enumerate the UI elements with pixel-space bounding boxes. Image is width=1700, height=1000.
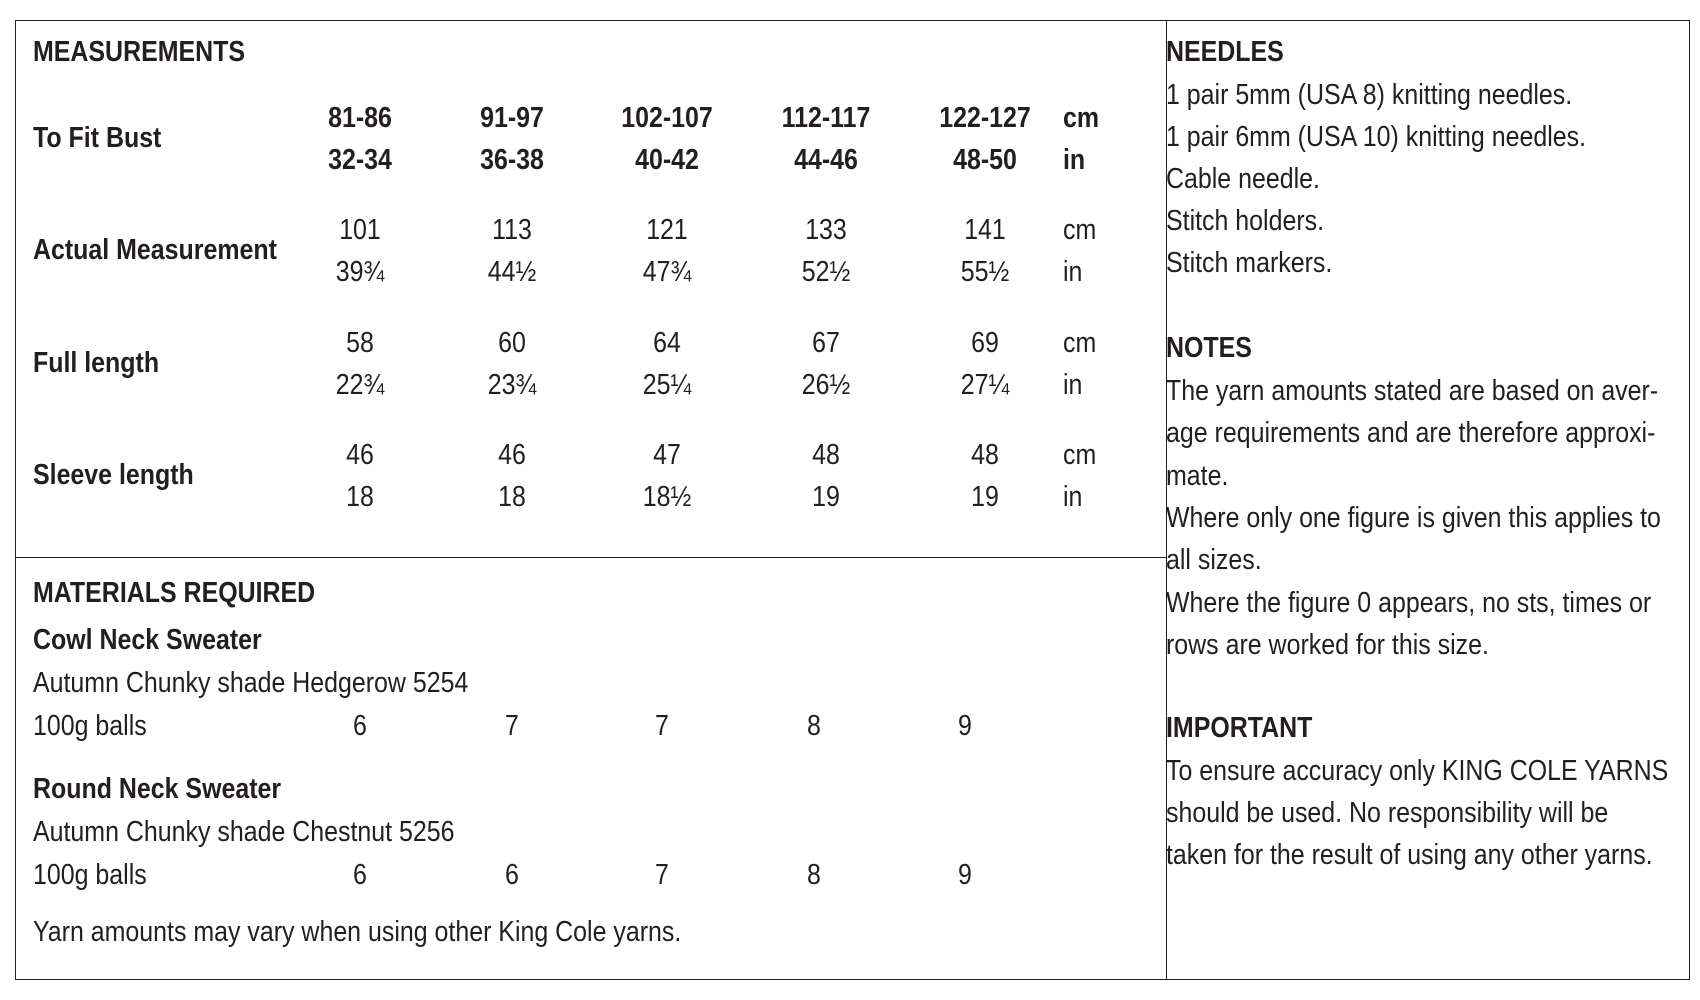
- size-in-value: 40-42: [635, 144, 699, 176]
- notes-heading: NOTES: [1166, 332, 1252, 364]
- size-cm-value: 121: [646, 214, 688, 246]
- notes-line: age requirements and are therefore approxi-: [1166, 417, 1656, 450]
- size-in-value: 32-34: [328, 144, 392, 176]
- yarn-description: Autumn Chunky shade Chestnut 5256: [33, 816, 455, 848]
- notes-line: all sizes.: [1166, 544, 1262, 577]
- balls-label: 100g balls: [33, 710, 147, 742]
- balls-label: 100g balls: [33, 859, 147, 891]
- size-in-value: 52½: [801, 256, 851, 288]
- important-line: should be used. No responsibility will be: [1166, 797, 1609, 829]
- size-in-value: 36-38: [480, 144, 544, 176]
- size-cm-value: 133: [805, 214, 847, 246]
- size-in-value: 47¾: [642, 256, 692, 288]
- needles-line: Cable needle.: [1166, 163, 1320, 195]
- size-cm-value: 47: [653, 439, 681, 471]
- size-cm-value: 46: [498, 439, 526, 471]
- size-in-value: 44-46: [794, 144, 858, 176]
- ball-count: 8: [807, 710, 821, 742]
- row-label: Full length: [33, 347, 160, 379]
- row-label: Actual Measurement: [33, 234, 277, 266]
- notes-line: rows are worked for this size.: [1166, 628, 1489, 661]
- important-heading: IMPORTANT: [1166, 712, 1313, 744]
- size-in-value: 19: [812, 481, 840, 513]
- ball-count: 9: [958, 710, 972, 742]
- unit-cm-label: cm: [1063, 214, 1097, 246]
- ball-count: 7: [655, 710, 669, 742]
- ball-count: 7: [505, 710, 519, 742]
- unit-cm-label: cm: [1063, 327, 1097, 359]
- sweater-title: Cowl Neck Sweater: [33, 624, 262, 656]
- size-in-value: 19: [971, 481, 999, 513]
- ball-count: 7: [655, 859, 669, 891]
- size-cm-value: 46: [346, 439, 374, 471]
- unit-in-label: in: [1063, 481, 1083, 513]
- needles-line: 1 pair 5mm (USA 8) knitting needles.: [1166, 79, 1573, 111]
- size-cm-value: 112-117: [781, 102, 871, 134]
- important-line: To ensure accuracy only KING COLE YARNS: [1166, 755, 1669, 787]
- size-cm-value: 48: [812, 439, 840, 471]
- size-in-value: 26½: [801, 369, 851, 401]
- unit-in-label: in: [1063, 256, 1083, 288]
- size-in-value: 23¾: [487, 369, 537, 401]
- size-in-value: 44½: [487, 256, 537, 288]
- ball-count: 9: [958, 859, 972, 891]
- ball-count: 6: [353, 859, 367, 891]
- size-in-value: 48-50: [953, 144, 1017, 176]
- size-in-value: 39¾: [335, 256, 385, 288]
- unit-in-label: in: [1063, 369, 1083, 401]
- ball-count: 6: [353, 710, 367, 742]
- size-cm-value: 64: [653, 327, 681, 359]
- size-in-value: 18: [346, 481, 374, 513]
- yarn-description: Autumn Chunky shade Hedgerow 5254: [33, 667, 469, 699]
- size-cm-value: 113: [492, 214, 532, 246]
- size-in-value: 18½: [642, 481, 692, 513]
- size-in-value: 22¾: [335, 369, 385, 401]
- notes-line: The yarn amounts stated are based on aver-: [1166, 375, 1659, 407]
- needles-heading: NEEDLES: [1166, 36, 1284, 68]
- size-in-value: 25¼: [642, 369, 692, 401]
- size-in-value: 55½: [960, 256, 1010, 288]
- size-cm-value: 67: [812, 327, 840, 359]
- size-cm-value: 58: [346, 327, 374, 359]
- section-divider: [16, 557, 1166, 558]
- needles-line: 1 pair 6mm (USA 10) knitting needles.: [1166, 121, 1587, 153]
- size-cm-value: 48: [971, 439, 999, 471]
- needles-line: Stitch markers.: [1166, 247, 1333, 279]
- size-cm-value: 101: [339, 214, 381, 246]
- unit-in-label: in: [1063, 144, 1086, 176]
- notes-line: Where the figure 0 appears, no sts, times or: [1166, 586, 1652, 619]
- unit-cm-label: cm: [1063, 102, 1100, 134]
- size-cm-value: 60: [498, 327, 526, 359]
- measurements-heading: MEASUREMENTS: [33, 36, 246, 68]
- size-cm-value: 102-107: [621, 102, 713, 134]
- ball-count: 8: [807, 859, 821, 891]
- size-cm-value: 141: [964, 214, 1006, 246]
- notes-line: mate.: [1166, 459, 1229, 492]
- row-label: Sleeve length: [33, 459, 194, 491]
- materials-heading: MATERIALS REQUIRED: [33, 577, 316, 609]
- size-cm-value: 122-127: [939, 102, 1031, 134]
- ball-count: 6: [505, 859, 519, 891]
- row-label: To Fit Bust: [33, 122, 162, 154]
- sweater-title: Round Neck Sweater: [33, 773, 282, 805]
- unit-cm-label: cm: [1063, 439, 1097, 471]
- size-cm-value: 69: [971, 327, 999, 359]
- yarn-footnote: Yarn amounts may vary when using other King Cole yarns.: [33, 916, 682, 948]
- needles-line: Stitch holders.: [1166, 205, 1325, 237]
- notes-line: Where only one figure is given this applies to: [1166, 501, 1661, 534]
- size-in-value: 27¼: [960, 369, 1010, 401]
- important-line: taken for the result of using any other yarns.: [1166, 839, 1653, 871]
- size-cm-value: 81-86: [328, 102, 392, 134]
- size-cm-value: 91-97: [480, 102, 544, 134]
- size-in-value: 18: [498, 481, 526, 513]
